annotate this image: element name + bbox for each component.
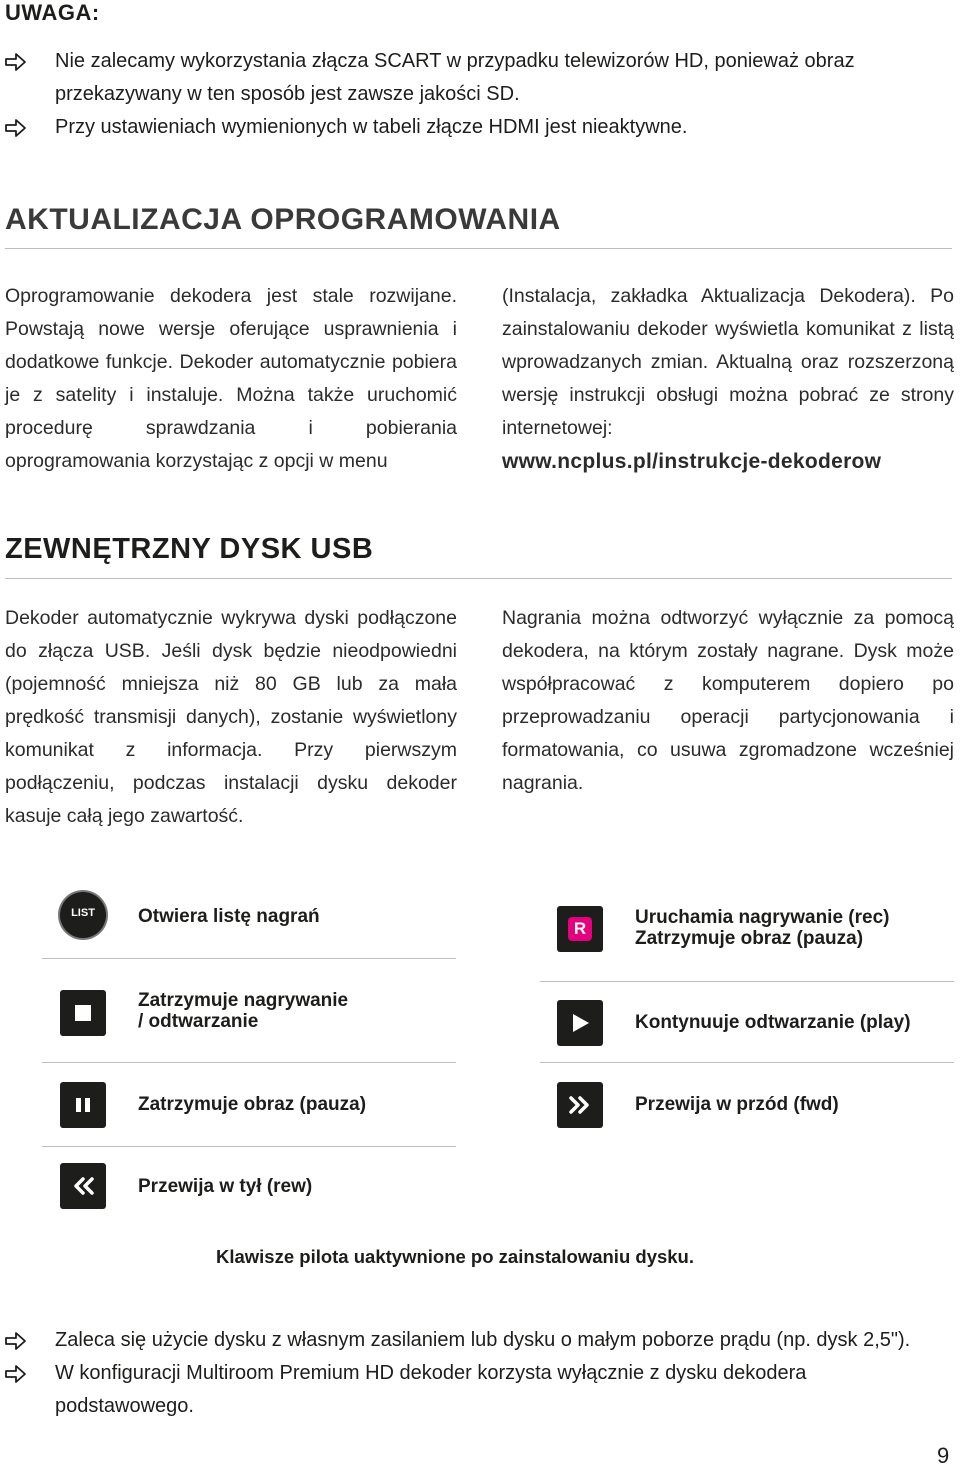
rewind-icon xyxy=(71,1176,95,1196)
divider xyxy=(5,578,952,579)
warning-item-1: Nie zalecamy wykorzystania złącza SCART w przypadku telewizorów HD, ponieważ obraz przekazywany w ten sposób jest zawsze jakości SD. xyxy=(55,50,855,105)
update-text-right xyxy=(502,280,954,478)
key-label-stop-line1: Zatrzymuje nagrywanie xyxy=(138,990,349,1011)
update-text-right-body: (Instalacja, zakładka Aktualizacja Dekodera). Po zainstalowaniu dekoder wyświetla komunikat z listą wprowadzanych zmian. Aktualną oraz rozszerzoną wersję instrukcji obsługi można pobrać ze strony internetowej: xyxy=(502,285,954,439)
rec-badge xyxy=(568,917,592,941)
play-button-icon xyxy=(557,1000,603,1046)
tip-item-1: Zaleca się użycie dysku z własnym zasilaniem lub dysku o małym poborze prądu (np. dysk 2,5"). xyxy=(55,1329,911,1351)
key-label-rec-line2: Zatrzymuje obraz (pauza) xyxy=(635,928,864,949)
key-label-play: Kontynuuje odtwarzanie (play) xyxy=(635,1012,911,1033)
update-heading: AKTUALIZACJA OPROGRAMOWANIA xyxy=(5,203,561,236)
fast-forward-icon xyxy=(568,1095,592,1115)
key-label-rew: Przewija w tył (rew) xyxy=(138,1176,313,1197)
key-label-rec xyxy=(635,907,889,949)
pause-icon-bar xyxy=(76,1098,81,1112)
divider xyxy=(540,981,954,982)
usb-text-right: Nagrania można odtworzyć wyłącznie za pomocą dekodera, na którym zostały nagrane. Dysk może współpracować z komputerem dopiero po przeprowadzaniu operacji partycjonowania i formatowania, co usuwa zgromadzone wcześniej nagrania. xyxy=(502,607,954,794)
key-label-stop xyxy=(138,990,348,1032)
stop-icon xyxy=(75,1005,91,1021)
divider xyxy=(42,1062,456,1063)
pause-icon-bar xyxy=(85,1098,90,1112)
rew-button-icon xyxy=(60,1163,106,1209)
arrow-right-icon xyxy=(5,52,27,72)
key-label-list: Otwiera listę nagrań xyxy=(138,906,320,927)
rec-icon-text: R xyxy=(573,919,587,938)
keys-note: Klawisze pilota uaktywnione po zainstalowaniu dysku. xyxy=(215,1246,694,1267)
stop-button-icon xyxy=(60,990,106,1036)
update-text-left: Oprogramowanie dekodera jest stale rozwijane. Powstają nowe wersje oferujące usprawnienia i dodatkowe funkcje. Dekoder automatycznie pobiera je z satelity i instaluje. Można także uruchomić procedurę sprawdzania i pobierania oprogramowania korzystając z opcji w menu xyxy=(5,285,457,472)
arrow-right-icon xyxy=(5,1331,27,1351)
play-icon xyxy=(570,1012,592,1034)
list-button-icon xyxy=(60,892,106,938)
key-label-rec-line1: Uruchamia nagrywanie (rec) xyxy=(635,907,890,928)
divider xyxy=(42,1146,456,1147)
usb-heading: ZEWNĘTRZNY DYSK USB xyxy=(5,533,374,565)
divider xyxy=(540,1062,954,1063)
divider xyxy=(42,958,456,959)
usb-text-left: Dekoder automatycznie wykrywa dyski podłączone do złącza USB. Jeśli dysk będzie nieodpowiedni (pojemność mniejsza niż 80 GB lub za mała prędkość transmisji danych), zostanie wyświetlony komunikat z informacja. Przy pierwszym podłączeniu, podczas instalacji dysku dekoder kasuje całą jego zawartość. xyxy=(5,607,457,827)
warning-title: UWAGA: xyxy=(5,0,100,25)
arrow-right-icon xyxy=(5,1364,27,1384)
rec-button-icon xyxy=(557,906,603,952)
key-label-stop-line2: / odtwarzanie xyxy=(138,1011,259,1032)
page-number: 9 xyxy=(937,1443,950,1468)
key-label-fwd: Przewija w przód (fwd) xyxy=(635,1094,839,1115)
warning-item-2: Przy ustawieniach wymienionych w tabeli złącze HDMI jest nieaktywne. xyxy=(55,116,688,138)
list-icon-text: LIST xyxy=(71,907,95,919)
key-label-pause: Zatrzymuje obraz (pauza) xyxy=(138,1094,367,1115)
pause-button-icon xyxy=(60,1082,106,1128)
fwd-button-icon xyxy=(557,1082,603,1128)
tip-item-2: W konfiguracji Multiroom Premium HD dekoder korzysta wyłącznie z dysku dekodera podstawowego. xyxy=(55,1362,807,1417)
download-url[interactable]: www.ncplus.pl/instrukcje-dekoderow xyxy=(502,450,882,473)
arrow-right-icon xyxy=(5,118,27,138)
divider xyxy=(5,248,952,249)
